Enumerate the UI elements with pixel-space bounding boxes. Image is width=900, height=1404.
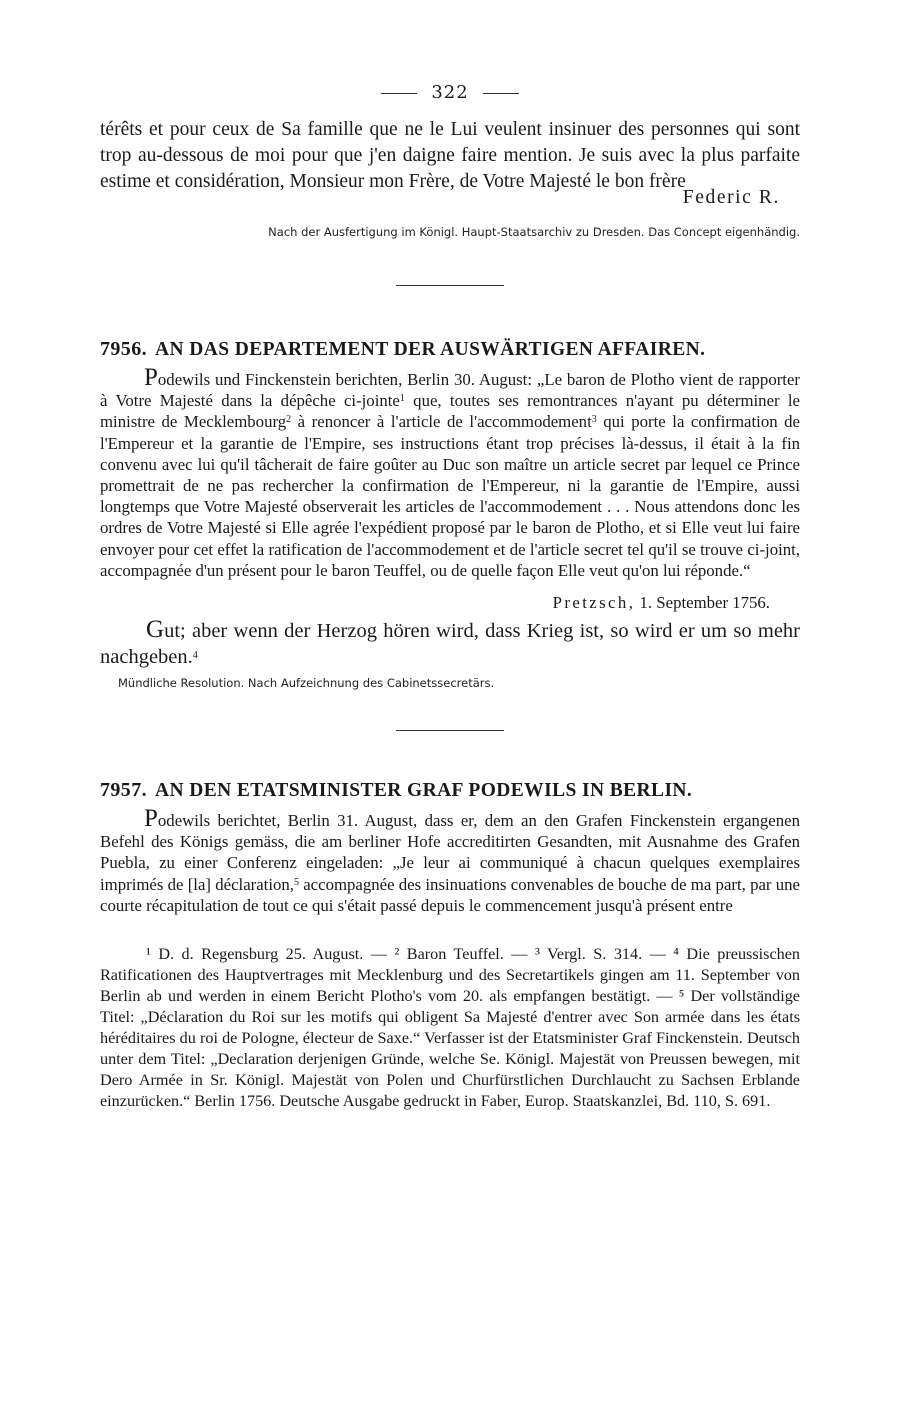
- footnote-ref: 1: [399, 393, 405, 405]
- report-text: odewils und Finckenstein berichten, Berlin 30. August: „Le baron de Plotho vient de rapporter à Votre Majesté dans la dépêche ci-jointe: [100, 370, 800, 411]
- report-text: à renoncer à l'article de l'accommodement: [291, 412, 592, 432]
- signature-row: [100, 187, 800, 219]
- report-7956: [100, 364, 801, 581]
- report-text: odewils berichtet, Berlin 31. August, dass er, dem an den Grafen Finckenstein ergangenen Befehl des Königs gemäss, die am berliner Hofe accreditirten Gesandten, mit Ausnahme des Grafen Puebla, zu einer Conferenz eingeladen: „Je leur ai communiqué à chacun quelques exemplaires imprimés de [la] déclaration,: [100, 811, 800, 894]
- signature: Federic R.: [682, 187, 780, 208]
- report-text: qui porte la confirmation de l'Empereur et la garantie de l'Empire, ses instructions étant trop précises là-dessus, il était à la fin convenu avec lui qu'il tâcherait de faire goûter au Duc son maître un article secret par lequel ce Prince promettrait de ne pas rechercher la confirmation de l'Empereur, ni la garantie de l'Empire, aussi longtemps que Votre Majesté observerait les articles de l'accommodement . . . Nous attendons donc les ordres de Votre Majesté si Elle agrée l'expédient proposé par le baron de Plotho, et si Elle veut lui faire envoyer pour cet effet la ratification de l'accommodement et de l'article secret tel qu'il se trouve ci-joint, accompagnée d'un présent pour le baron Teuffel, ou de quelle façon Elle veut qu'on lui réponde.“: [100, 412, 800, 580]
- drop-initial: P: [144, 805, 158, 833]
- page-number-line: [100, 82, 800, 103]
- report-7957: [100, 805, 800, 916]
- drop-initial: G: [146, 616, 165, 644]
- footnote-ref: 4: [192, 650, 198, 662]
- section-divider: [396, 730, 504, 731]
- section-number: 7956.: [100, 338, 147, 360]
- closing-source-note: Nach der Ausfertigung im Königl. Haupt-Staatsarchiv zu Dresden. Das Concept eigenhändig.: [268, 225, 800, 239]
- footnote-ref: 2: [286, 414, 292, 426]
- resolution-text: ut; aber wenn der Herzog hören wird, dass Krieg ist, so wird er um so mehr nachgeben.: [100, 620, 800, 669]
- report-text: accompagnée des insinuations convenables de bouche de ma part, par une courte récapitulation de tout ce qui s'était passé depuis le commencement jusqu'à présent entre: [100, 874, 800, 915]
- resolution-source-note: Mündliche Resolution. Nach Aufzeichnung des Cabinetssecretärs.: [118, 676, 495, 691]
- section-heading-7956: [100, 338, 800, 361]
- closing-letter-text: térêts et pour ceux de Sa famille que ne le Lui veulent insinuer des personnes qui sont trop au-dessous de moi pour que j'en daigne faire mention. Je suis avec la plus parfaite estime et considération, Monsieur mon Frère, de Votre Majesté le bon frère: [100, 119, 800, 192]
- page-number: 322: [431, 82, 469, 103]
- footnote-ref: 3: [591, 414, 597, 426]
- section-title: AN DAS DEPARTEMENT DER AUSWÄRTIGEN AFFAIREN.: [155, 339, 706, 360]
- document-page: [100, 82, 800, 1112]
- dateline-date: 1. September 1756.: [639, 593, 770, 613]
- page-number-dash-right: [483, 93, 519, 94]
- page-number-dash-left: [381, 93, 417, 94]
- resolution-7956: [100, 617, 800, 670]
- section-title: AN DEN ETATSMINISTER GRAF PODEWILS IN BERLIN.: [155, 780, 693, 802]
- section-divider: [396, 285, 504, 286]
- dateline: [100, 593, 800, 613]
- report-text: que, toutes ses remontrances n'ayant pu déterminer le ministre de Mecklembourg: [100, 391, 801, 432]
- dateline-place: Pretzsch,: [552, 593, 636, 613]
- footnotes: ¹ D. d. Regensburg 25. August. — ² Baron Teuffel. — ³ Vergl. S. 314. — ⁴ Die preussischen Ratificationen des Hauptvertrages mit Mecklenburg und des Secretartikels gingen am 11. September von Berlin ab und werden in einem Bericht Plotho's vom 20. als empfangen bestätigt. — ⁵ Der vollständige Titel: „Déclaration du Roi sur les motifs qui obligent Sa Majesté d'entrer avec Son armée dans les états héréditaires du roi de Pologne, électeur de Saxe.“ Verfasser ist der Etatsminister Graf Finckenstein. Deutsch unter dem Titel: „Declaration derjenigen Gründe, welche Se. Königl. Majestät von Preussen bewegen, mit Dero Armée in Sr. Königl. Majestät von Polen und Churfürstlichen Durchlaucht zu Sachsen Erblande einzurücken.“ Berlin 1756. Deutsche Ausgabe gedruckt in Faber, Europ. Staatskanzlei, Bd. 110, S. 691.: [100, 945, 800, 1111]
- section-number: 7957.: [100, 779, 147, 802]
- section-heading-7957: [100, 779, 800, 802]
- drop-initial: P: [144, 364, 158, 391]
- footnote-ref: 5: [293, 876, 299, 888]
